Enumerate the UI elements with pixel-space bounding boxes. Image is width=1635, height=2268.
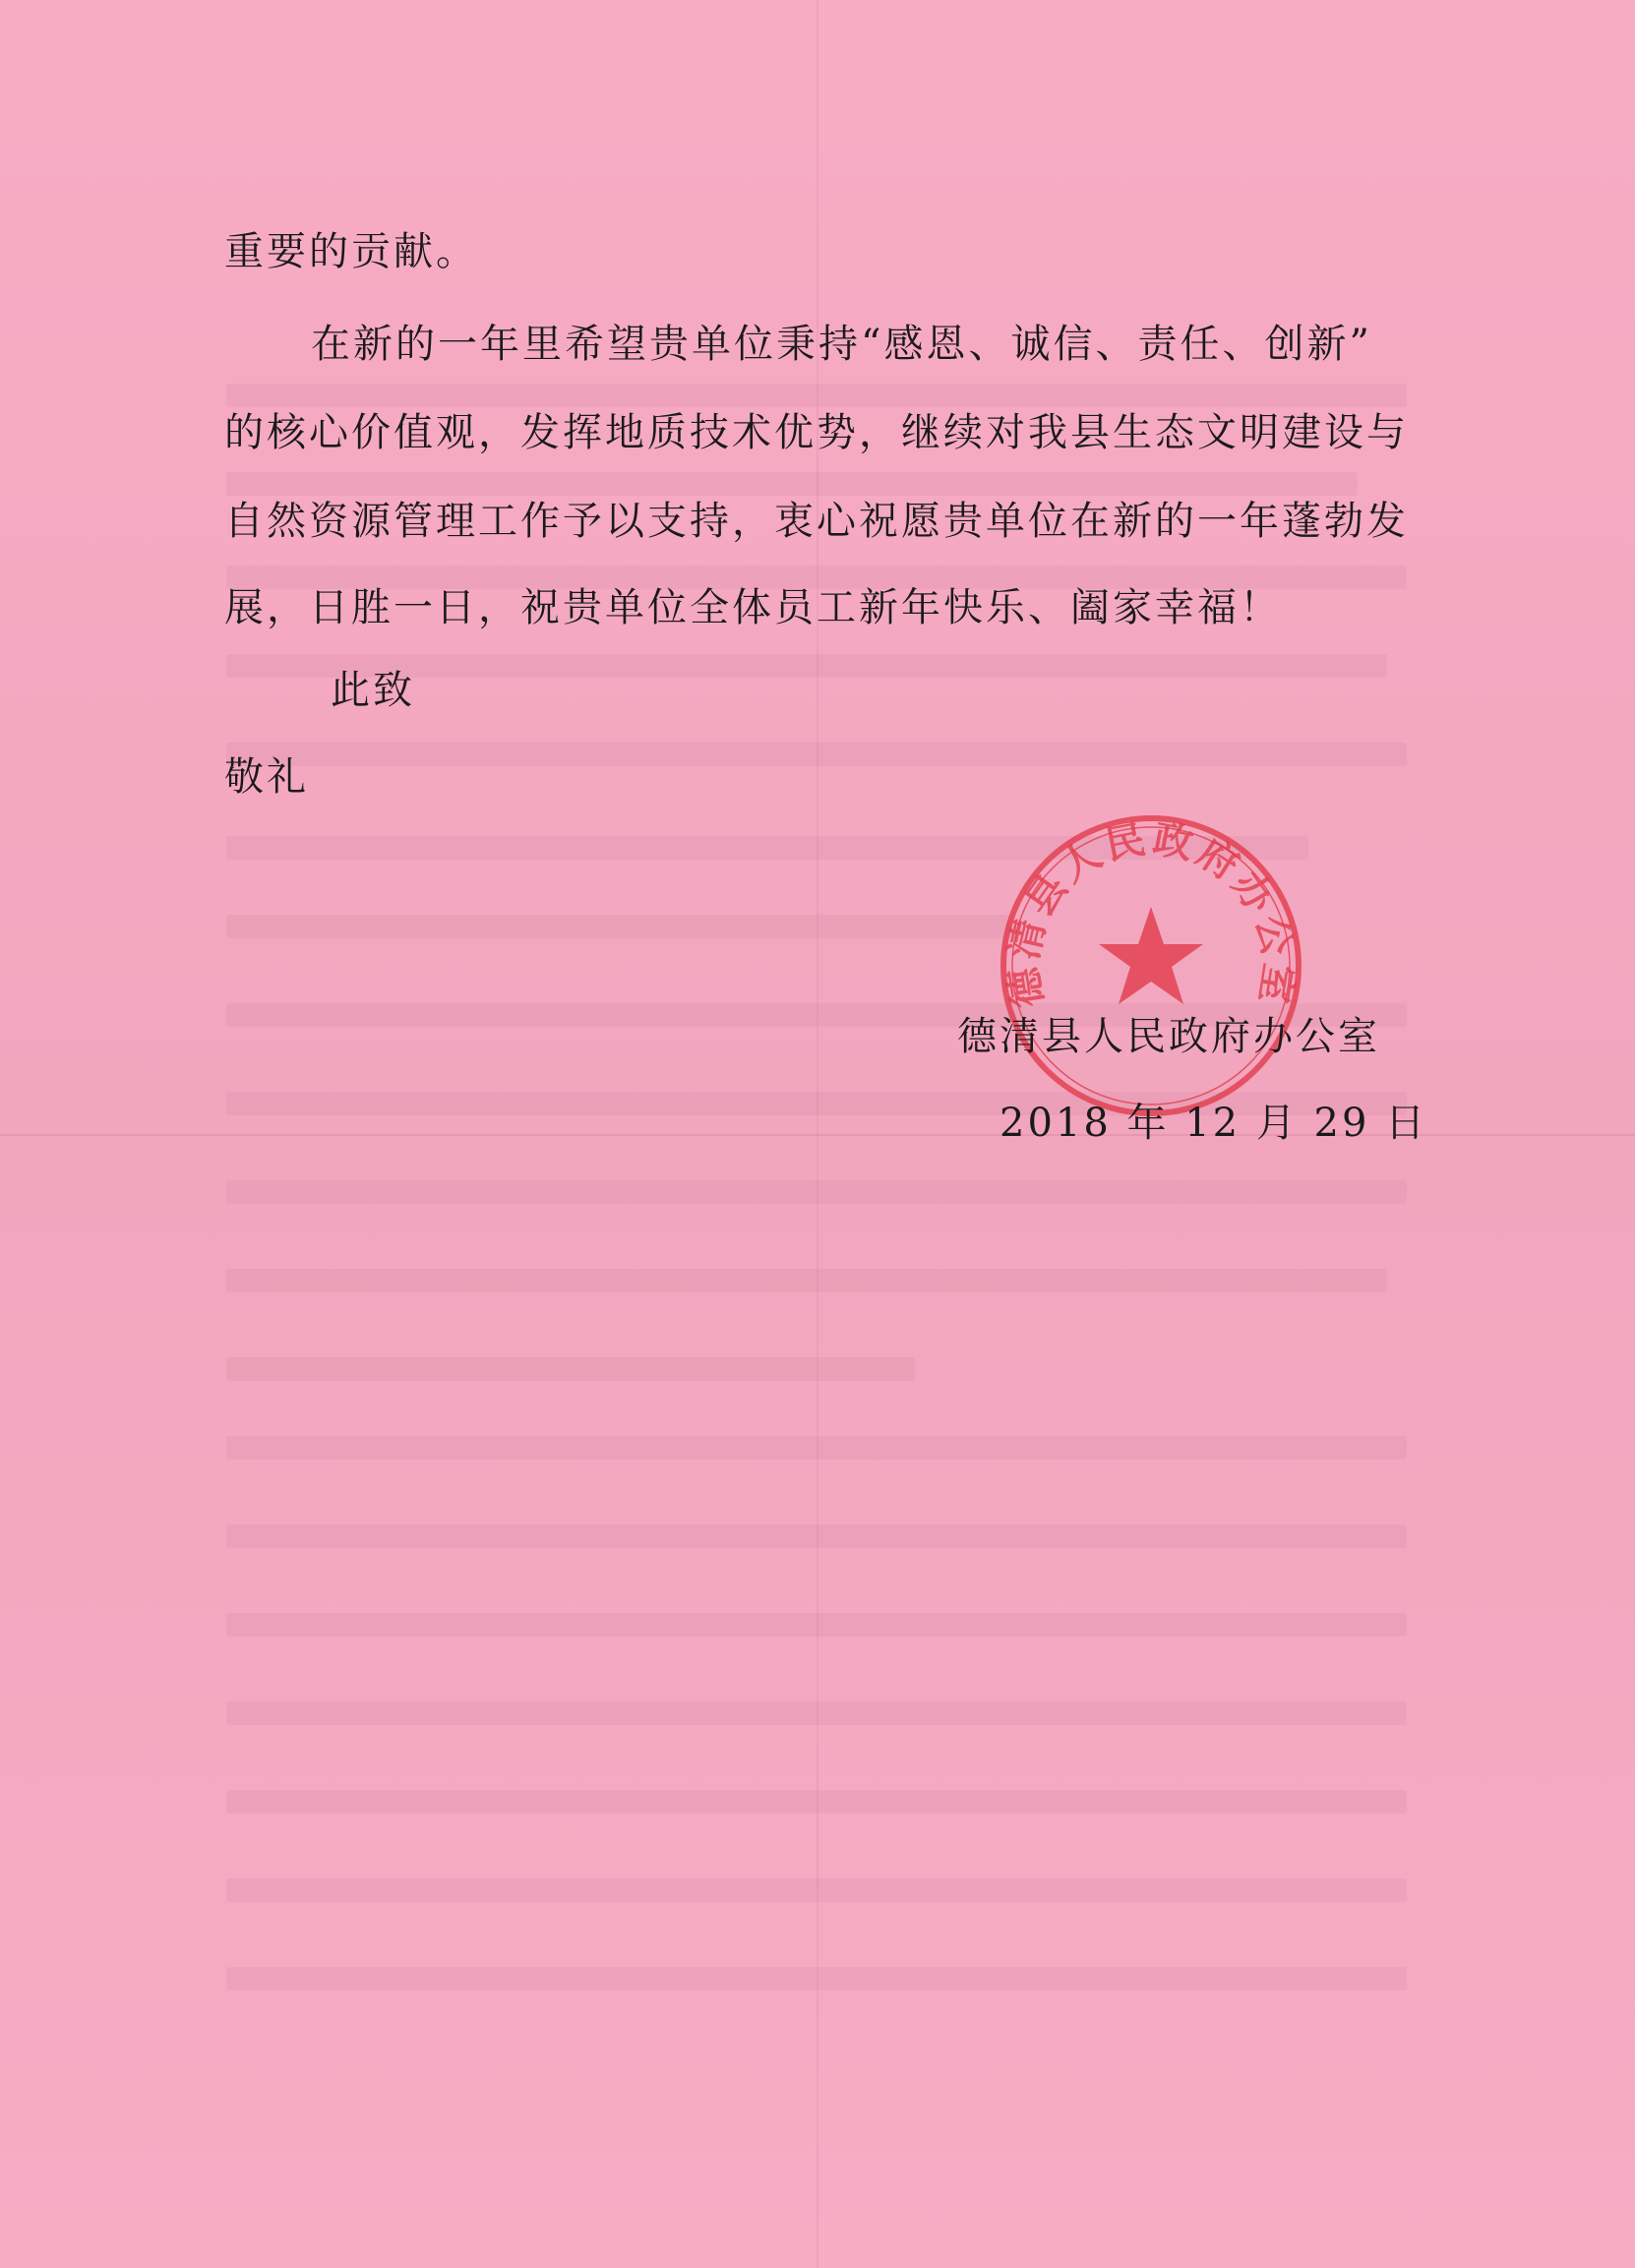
- letter-line: 的核心价值观，发挥地质技术优势，继续对我县生态文明建设与: [224, 410, 1409, 455]
- show-through-mark: [226, 1967, 1407, 1991]
- closing-salutation: 此致: [331, 668, 415, 713]
- show-through-mark: [226, 384, 1407, 407]
- show-through-mark: [226, 743, 1407, 766]
- show-through-mark: [226, 1269, 1387, 1292]
- show-through-mark: [226, 1790, 1407, 1814]
- show-through-mark: [226, 472, 1358, 496]
- svg-text:德清县人民政府办公室: 德清县人民政府办公室: [999, 815, 1302, 1011]
- show-through-mark: [226, 1357, 915, 1381]
- show-through-mark: [226, 1613, 1407, 1637]
- closing-regards: 敬礼: [224, 754, 309, 800]
- show-through-mark: [226, 1701, 1407, 1725]
- show-through-mark: [226, 1180, 1407, 1204]
- show-through-mark: [226, 915, 1013, 938]
- letter-line: 在新的一年里希望贵单位秉持“感恩、诚信、责任、创新”: [311, 322, 1372, 367]
- issue-date: 2018 年 12 月 29 日: [999, 1101, 1428, 1146]
- letter-line: 展，日胜一日，祝贵单位全体员工新年快乐、阖家幸福！: [224, 585, 1282, 630]
- letter-line: 自然资源管理工作予以支持，衷心祝愿贵单位在新的一年蓬勃发: [224, 499, 1409, 544]
- show-through-mark: [226, 1524, 1407, 1548]
- show-through-mark: [226, 1879, 1407, 1902]
- show-through-mark: [226, 1436, 1407, 1460]
- issuing-office: 德清县人民政府办公室: [957, 1014, 1380, 1059]
- letter-line: 重要的贡献。: [224, 229, 478, 274]
- official-seal-stamp: [994, 808, 1308, 1123]
